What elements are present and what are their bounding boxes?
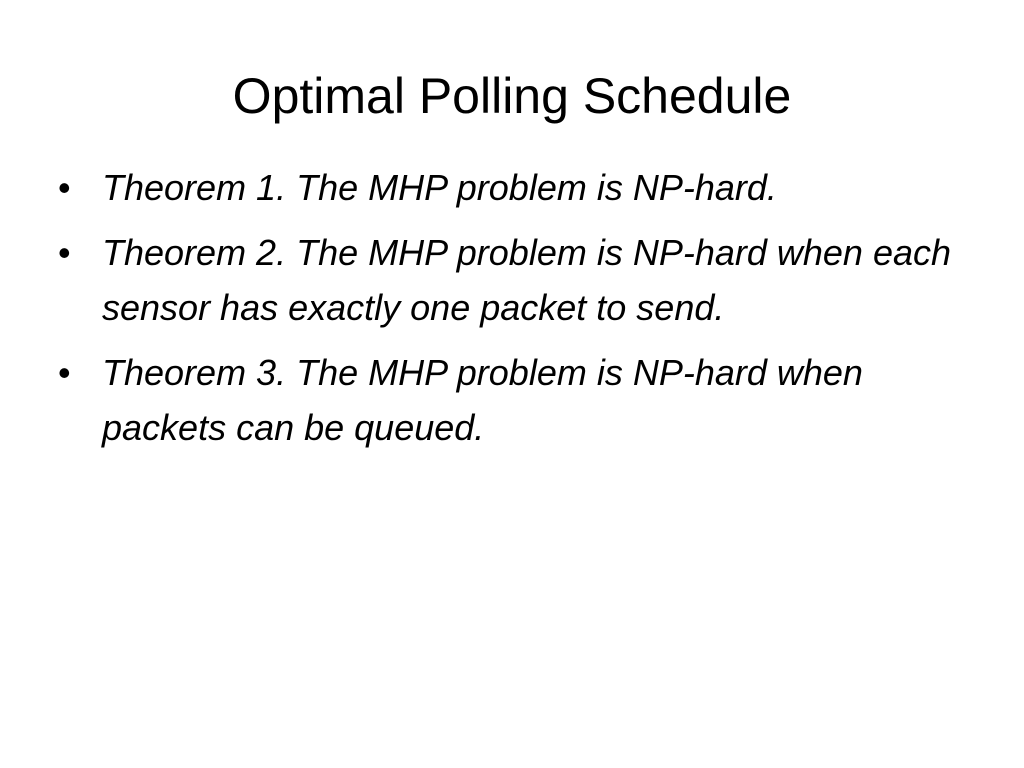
- bullet-item-theorem-1: [58, 160, 958, 215]
- bullet-text: Theorem 1. The MHP problem is NP-hard.: [102, 167, 777, 208]
- bullet-marker: •: [58, 167, 71, 208]
- bullet-item-theorem-3: [58, 345, 958, 455]
- bullet-marker: •: [58, 352, 71, 393]
- bullet-text: Theorem 3. The MHP problem is NP-hard when packets can be queued.: [102, 352, 863, 448]
- bullet-text: Theorem 2. The MHP problem is NP-hard when each sensor has exactly one packet to send.: [102, 232, 952, 328]
- bullet-item-theorem-2: [58, 225, 958, 335]
- slide-title: Optimal Polling Schedule: [232, 68, 792, 124]
- bullet-marker: •: [58, 232, 71, 273]
- bullet-list: [58, 160, 958, 465]
